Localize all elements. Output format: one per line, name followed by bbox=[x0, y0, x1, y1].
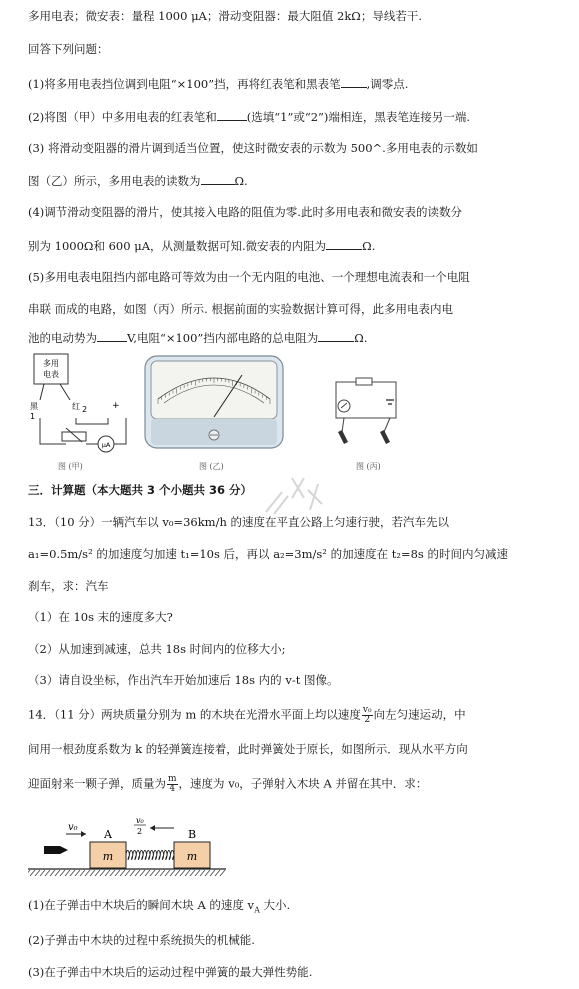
q5-text-b: V,电阻“×100”挡内部电路的总电阻为 bbox=[127, 331, 319, 345]
q14-line-3 bbox=[28, 775, 427, 794]
q4-text-a: 别为 1000Ω和 600 μA，从测量数据可知.微安表的内阻为 bbox=[28, 239, 327, 253]
q13-part-1: （1）在 10s 末的速度多大? bbox=[28, 610, 173, 624]
frac-numerator: v₀ bbox=[362, 705, 372, 715]
hatch-line bbox=[220, 870, 225, 876]
black-lead bbox=[40, 384, 44, 400]
hatch-line bbox=[190, 870, 195, 876]
q14-text-a: 14．（11 分）两块质量分别为 m 的木块在光滑水平面上均以速度 bbox=[28, 707, 361, 722]
hatch-line bbox=[195, 870, 200, 876]
question-5-line-2: 串联 而成的电路，如图（丙）所示. 根据前面的实验数据计算可得，此多用电表内电 bbox=[28, 302, 453, 316]
figure-yi-caption: 图 (乙) bbox=[199, 462, 224, 471]
question-4-line-2 bbox=[28, 237, 375, 254]
q3-blank bbox=[201, 172, 235, 185]
q14-line-1 bbox=[28, 706, 466, 725]
hatch-line bbox=[200, 870, 205, 876]
question-4-line-1: (4)调节滑动变阻器的滑片，使其接入电路的阻值为零.此时多用电表和微安表的读数分 bbox=[28, 205, 462, 219]
frac-denominator: 2 bbox=[364, 715, 371, 725]
figure-yi bbox=[144, 355, 284, 449]
q14-part-1 bbox=[28, 897, 290, 918]
hatch-line bbox=[70, 870, 75, 876]
q1-text-b: ,调零点. bbox=[366, 77, 409, 91]
q3-text-a: 图（乙）所示，多用电表的读数为 bbox=[28, 174, 201, 188]
mass-numerator: m bbox=[168, 774, 177, 784]
q14-figure bbox=[28, 812, 228, 884]
hatch-line bbox=[80, 870, 85, 876]
hatch-line bbox=[50, 870, 55, 876]
hatch-line bbox=[135, 870, 140, 876]
block-b-mass: m bbox=[186, 850, 198, 863]
q1-text-a: (1)将多用电表挡位调到电阻“×100”挡，再将红表笔和黑表笔 bbox=[28, 77, 341, 91]
section-3-title: 三．计算题（本大题共 3 个小题共 36 分） bbox=[28, 483, 253, 497]
hatch-line bbox=[170, 870, 175, 876]
q2-text-b: (选填“1”或“2”)端相连，黑表笔连接另一端. bbox=[246, 110, 471, 124]
question-3-line-1: (3) 将滑动变阻器的滑片调到适当位置，使这时微安表的示数为 500^.多用电表的示数如 bbox=[28, 141, 478, 155]
half-v0-numerator: v₀ bbox=[136, 816, 144, 825]
spring-icon bbox=[126, 851, 174, 860]
probe-left-icon bbox=[338, 430, 348, 444]
hatch-line bbox=[180, 870, 185, 876]
hatch-line bbox=[75, 870, 80, 876]
hatch-line bbox=[40, 870, 45, 876]
q3-text-b: Ω. bbox=[234, 174, 248, 188]
q14-line-2: 间用一根劲度系数为 k 的轻弹簧连接着，此时弹簧处于原长，如图所示．现从水平方向 bbox=[28, 742, 468, 756]
meter-face bbox=[151, 361, 277, 419]
terminal-2-label: 2 bbox=[82, 405, 88, 414]
hatch-line bbox=[85, 870, 90, 876]
hatch-line bbox=[28, 870, 30, 876]
q14-text-c: 迎面射来一颗子弹，质量为 bbox=[28, 776, 166, 791]
block-a-mass: m bbox=[102, 850, 114, 863]
q13-part-3: （3）请自设坐标，作出汽车开始加速后 18s 内的 v-t 图像。 bbox=[28, 673, 339, 687]
resistor-icon bbox=[356, 378, 372, 385]
q5-text-a: 池的电动势为 bbox=[28, 331, 97, 345]
q13-line-1: 13．（10 分）一辆汽车以 v₀=36km/h 的速度在平直公路上匀速行驶，若汽车先以 bbox=[28, 515, 450, 529]
wire-top bbox=[76, 418, 108, 424]
hatch-line bbox=[90, 870, 95, 876]
question-5-line-3 bbox=[28, 329, 368, 346]
probe-lead-right bbox=[384, 418, 390, 432]
q2-blank bbox=[217, 108, 247, 121]
hatch-line bbox=[215, 870, 220, 876]
multimeter-label-2: 电表 bbox=[43, 370, 59, 379]
q5-blank-2 bbox=[318, 329, 354, 342]
microammeter-label: μA bbox=[101, 441, 111, 449]
rheostat bbox=[62, 432, 86, 441]
hatch-line bbox=[60, 870, 65, 876]
red-label: 红 bbox=[72, 402, 80, 411]
hatch-line bbox=[55, 870, 60, 876]
mass-denominator: 4 bbox=[169, 784, 176, 794]
hatch-line bbox=[155, 870, 160, 876]
hatch-line bbox=[45, 870, 50, 876]
figure-bing bbox=[328, 368, 408, 452]
q1-blank bbox=[341, 75, 367, 88]
q14-part-1-end: 大小. bbox=[259, 898, 291, 912]
probe-right-icon bbox=[380, 430, 390, 444]
multimeter-label-1: 多用 bbox=[43, 359, 59, 368]
text-line-1: 多用电表；微安表：量程 1000 μA；滑动变阻器：最大阻值 2kΩ；导线若干. bbox=[28, 9, 422, 23]
block-b-label: B bbox=[188, 828, 197, 841]
figure-jia bbox=[26, 352, 136, 460]
ground-hatching bbox=[28, 870, 225, 876]
question-1-line bbox=[28, 75, 408, 92]
hatch-line bbox=[100, 870, 105, 876]
hatch-line bbox=[130, 870, 135, 876]
q5-blank-1 bbox=[97, 329, 127, 342]
q14-text-b: 向左匀速运动，中 bbox=[373, 707, 466, 722]
q14-part-1-sub: A bbox=[254, 905, 260, 915]
hatch-line bbox=[125, 870, 130, 876]
q13-line-3: 刹车，求：汽车 bbox=[28, 579, 109, 593]
figure-jia-caption: 图 (甲) bbox=[58, 462, 83, 471]
q14-velocity-fraction bbox=[362, 706, 373, 725]
hatch-line bbox=[95, 870, 100, 876]
plus-sign: + bbox=[112, 401, 120, 411]
black-label: 黑 bbox=[30, 402, 38, 411]
q14-text-d: ，速度为 v₀，子弹射入木块 A 并留在其中．求： bbox=[178, 776, 428, 791]
hatch-line bbox=[110, 870, 115, 876]
hatch-line bbox=[35, 870, 40, 876]
figure-bing-caption: 图 (丙) bbox=[356, 462, 381, 471]
q14-mass-fraction bbox=[167, 775, 178, 794]
terminal-1-label: 1 bbox=[30, 412, 36, 421]
q13-part-2: （2）从加速到减速，总共 18s 时间内的位移大小; bbox=[28, 642, 286, 656]
hatch-line bbox=[160, 870, 165, 876]
question-3-line-2 bbox=[28, 172, 248, 189]
red-lead bbox=[60, 384, 70, 400]
hatch-line bbox=[210, 870, 215, 876]
block-a-label: A bbox=[104, 828, 112, 841]
q4-text-b: Ω. bbox=[362, 239, 376, 253]
question-2-line bbox=[28, 108, 470, 125]
hatch-line bbox=[175, 870, 180, 876]
q14-part-2: (2)子弹击中木块的过程中系统损失的机械能. bbox=[28, 933, 255, 947]
hatch-line bbox=[120, 870, 125, 876]
hatch-line bbox=[140, 870, 145, 876]
hatch-line bbox=[165, 870, 170, 876]
hatch-line bbox=[150, 870, 155, 876]
q13-line-2: a₁=0.5m/s² 的加速度匀加速 t₁=10s 后，再以 a₂=3m/s² 的加速度在 t₂=8s 的时间内匀减速 bbox=[28, 547, 508, 561]
hatch-line bbox=[65, 870, 70, 876]
watermark-logo bbox=[258, 470, 328, 520]
hatch-line bbox=[115, 870, 120, 876]
question-5-line-1: (5)多用电表电阻挡内部电路可等效为由一个无内阻的电池、一个理想电流表和一个电阻 bbox=[28, 270, 470, 284]
wire-right bbox=[114, 418, 126, 444]
arrow-head-right bbox=[81, 831, 86, 837]
hatch-line bbox=[105, 870, 110, 876]
hatch-line bbox=[145, 870, 150, 876]
arrow-head-left bbox=[150, 825, 155, 831]
probe-lead-left bbox=[342, 418, 344, 432]
q14-part-1-text: (1)在子弹击中木块后的瞬间木块 A 的速度 v bbox=[28, 898, 255, 912]
q2-text-a: (2)将图（甲）中多用电表的红表笔和 bbox=[28, 110, 217, 124]
q14-part-3: (3)在子弹击中木块后的运动过程中弹簧的最大弹性势能. bbox=[28, 965, 313, 979]
q4-blank bbox=[326, 237, 362, 250]
hatch-line bbox=[205, 870, 210, 876]
q5-text-c: Ω. bbox=[354, 331, 368, 345]
hatch-line bbox=[30, 870, 35, 876]
half-v0-denominator: 2 bbox=[137, 827, 143, 836]
bullet-velocity-label: v₀ bbox=[68, 822, 78, 833]
bullet-icon bbox=[44, 846, 68, 854]
text-line-2: 回答下列问题： bbox=[28, 42, 109, 56]
hatch-line bbox=[185, 870, 190, 876]
